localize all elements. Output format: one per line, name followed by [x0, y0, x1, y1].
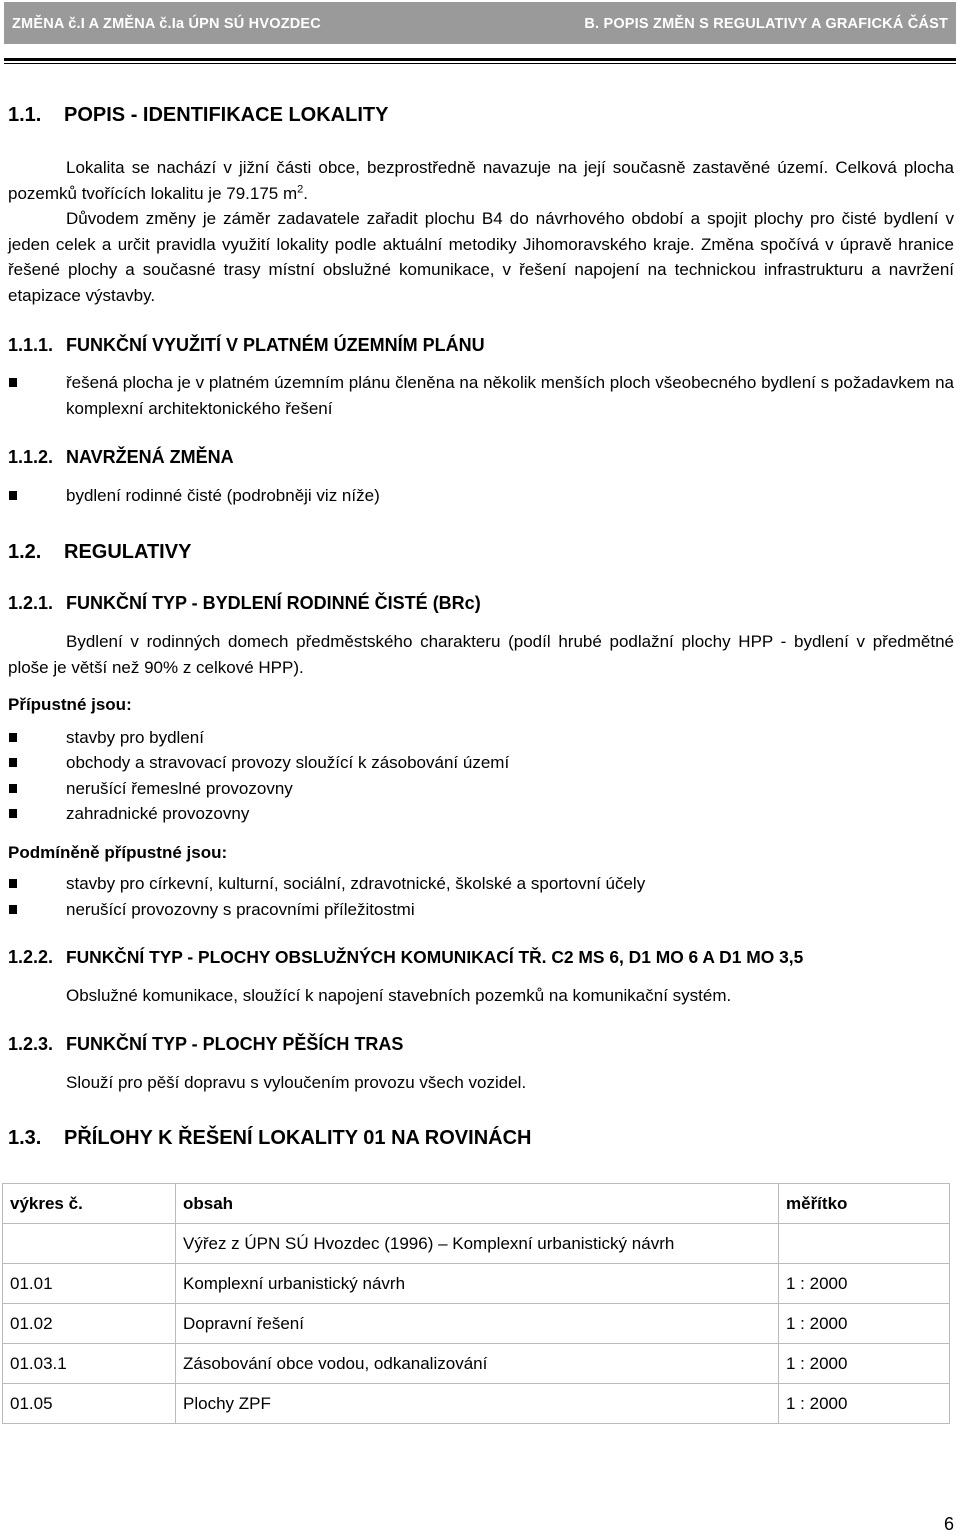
bullet-square-icon	[9, 758, 17, 767]
heading-1-2-1-title: FUNKČNÍ TYP - BYDLENÍ RODINNÉ ČISTÉ (BRc)	[66, 593, 481, 613]
bullet-square-icon	[9, 491, 17, 500]
heading-1-1-title: POPIS - IDENTIFIKACE LOKALITY	[64, 104, 389, 126]
heading-1-2-1-number: 1.2.1.	[8, 593, 54, 613]
table-cell: Výřez z ÚPN SÚ Hvozdec (1996) – Komplexní urbanistický návrh	[176, 1224, 779, 1264]
header-right-text: B. POPIS ZMĚN S REGULATIVY A GRAFICKÁ ČÁST	[584, 16, 948, 32]
table-cell: 1 : 2000	[779, 1304, 950, 1344]
heading-1-1-2-number: 1.1.2.	[8, 447, 54, 467]
table-cell: 01.01	[3, 1264, 176, 1304]
table-cell: Komplexní urbanistický návrh	[176, 1264, 779, 1304]
heading-1-2-3-title: FUNKČNÍ TYP - PLOCHY PĚŠÍCH TRAS	[66, 1034, 404, 1054]
bullet-square-icon	[9, 905, 17, 914]
list-item: stavby pro bydlení	[66, 728, 204, 747]
page-header	[4, 2, 956, 44]
heading-1-1-number: 1.1.	[8, 104, 42, 126]
list-item: nerušící řemeslné provozovny	[66, 779, 293, 798]
paragraph-location-end: .	[303, 183, 309, 203]
page-number: 6	[943, 1514, 954, 1534]
heading-1-1-1-title: FUNKČNÍ VYUŽITÍ V PLATNÉM ÚZEMNÍM PLÁNU	[66, 335, 485, 355]
heading-1-1-1-number: 1.1.1.	[8, 335, 54, 355]
table-cell: 01.02	[3, 1304, 176, 1344]
header-left-text: ZMĚNA č.I A ZMĚNA č.Ia ÚPN SÚ HVOZDEC	[12, 16, 321, 32]
table-cell: Zásobování obce vodou, odkanalizování	[176, 1344, 779, 1384]
superscript-2: 2	[297, 182, 304, 195]
paragraph-pesi: Slouží pro pěší dopravu s vyloučením provozu všech vozidel.	[66, 1073, 527, 1092]
table-cell: Dopravní řešení	[176, 1304, 779, 1344]
table-cell: 01.03.1	[3, 1344, 176, 1384]
heading-1-2-number: 1.2.	[8, 541, 42, 563]
list-item: stavby pro církevní, kulturní, sociální, zdravotnické, školské a sportovní účely	[66, 874, 646, 893]
bullet-square-icon	[9, 733, 17, 742]
table-row	[3, 1224, 950, 1264]
list-item: nerušící provozovny s pracovními příležitostmi	[66, 900, 415, 919]
bullet-square-icon	[9, 879, 17, 888]
heading-1-2-title: REGULATIVY	[64, 541, 192, 563]
label-podminene: Podmíněně přípustné jsou:	[8, 843, 228, 862]
table-header-cell: obsah	[176, 1184, 779, 1224]
header-rule-top	[4, 58, 956, 61]
table-header-cell: výkres č.	[3, 1184, 176, 1224]
table-row	[3, 1384, 950, 1424]
bullet-square-icon	[9, 784, 17, 793]
paragraph-location	[8, 155, 954, 206]
label-pripustne: Přípustné jsou:	[8, 695, 132, 714]
table-row	[3, 1304, 950, 1344]
table-cell	[779, 1224, 950, 1264]
table-header-row	[3, 1184, 950, 1224]
bullet-text: bydlení rodinné čisté (podrobněji viz níže)	[66, 486, 380, 505]
paragraph-komunikace: Obslužné komunikace, sloužící k napojení stavebních pozemků na komunikační systém.	[66, 986, 732, 1005]
table-cell: 1 : 2000	[779, 1264, 950, 1304]
bullet-square-icon	[9, 809, 17, 818]
table-cell	[3, 1224, 176, 1264]
heading-1-1-2-title: NAVRŽENÁ ZMĚNA	[66, 447, 234, 467]
heading-1-2-2-number: 1.2.2.	[8, 947, 54, 967]
table-cell: 01.05	[3, 1384, 176, 1424]
table-header-cell: měřítko	[779, 1184, 950, 1224]
attachments-table	[2, 1183, 950, 1424]
table-row	[3, 1264, 950, 1304]
heading-1-2-2-title: FUNKČNÍ TYP - PLOCHY OBSLUŽNÝCH KOMUNIKACÍ TŘ. C2 MS 6, D1 MO 6 A D1 MO 3,5	[66, 947, 804, 967]
paragraph-brc: Bydlení v rodinných domech předměstského charakteru (podíl hrubé podlažní plochy HPP - bydlení v předmětné ploše je větší než 90% z celkové HPP).	[8, 632, 954, 677]
table-cell: 1 : 2000	[779, 1384, 950, 1424]
table-row	[3, 1344, 950, 1384]
list-item: obchody a stravovací provozy sloužící k zásobování území	[66, 753, 510, 772]
heading-1-2-3-number: 1.2.3.	[8, 1034, 54, 1054]
heading-1-3-number: 1.3.	[8, 1127, 42, 1149]
heading-1-3-title: PŘÍLOHY K ŘEŠENÍ LOKALITY 01 NA ROVINÁCH	[64, 1127, 532, 1149]
header-rule-bottom	[4, 63, 956, 64]
paragraph-location-text: Lokalita se nachází v jižní části obce, bezprostředně navazuje na její současně zastavěné území. Celková plocha pozemků tvořících lokalitu je 79.175 m	[8, 158, 954, 203]
list-item: zahradnické provozovny	[66, 804, 250, 823]
table-cell: Plochy ZPF	[176, 1384, 779, 1424]
table-cell: 1 : 2000	[779, 1344, 950, 1384]
bullet-square-icon	[9, 378, 17, 387]
paragraph-reason: Důvodem změny je záměr zadavatele zařadit plochu B4 do návrhového období a spojit plochy pro čisté bydlení v jeden celek a určit pravidla využití lokality podle aktuální metodiky Jihomoravského kraje. Změna spočívá v úpravě hranice řešené plochy a současné trasy místní obslužné komunikace, v řešení napojení na technickou infrastrukturu a navržení etapizace výstavby.	[8, 209, 954, 305]
bullet-text: řešená plocha je v platném územním plánu členěna na několik menších ploch všeobecného bydlení s požadavkem na komplexní architektonického řešení	[66, 373, 954, 418]
